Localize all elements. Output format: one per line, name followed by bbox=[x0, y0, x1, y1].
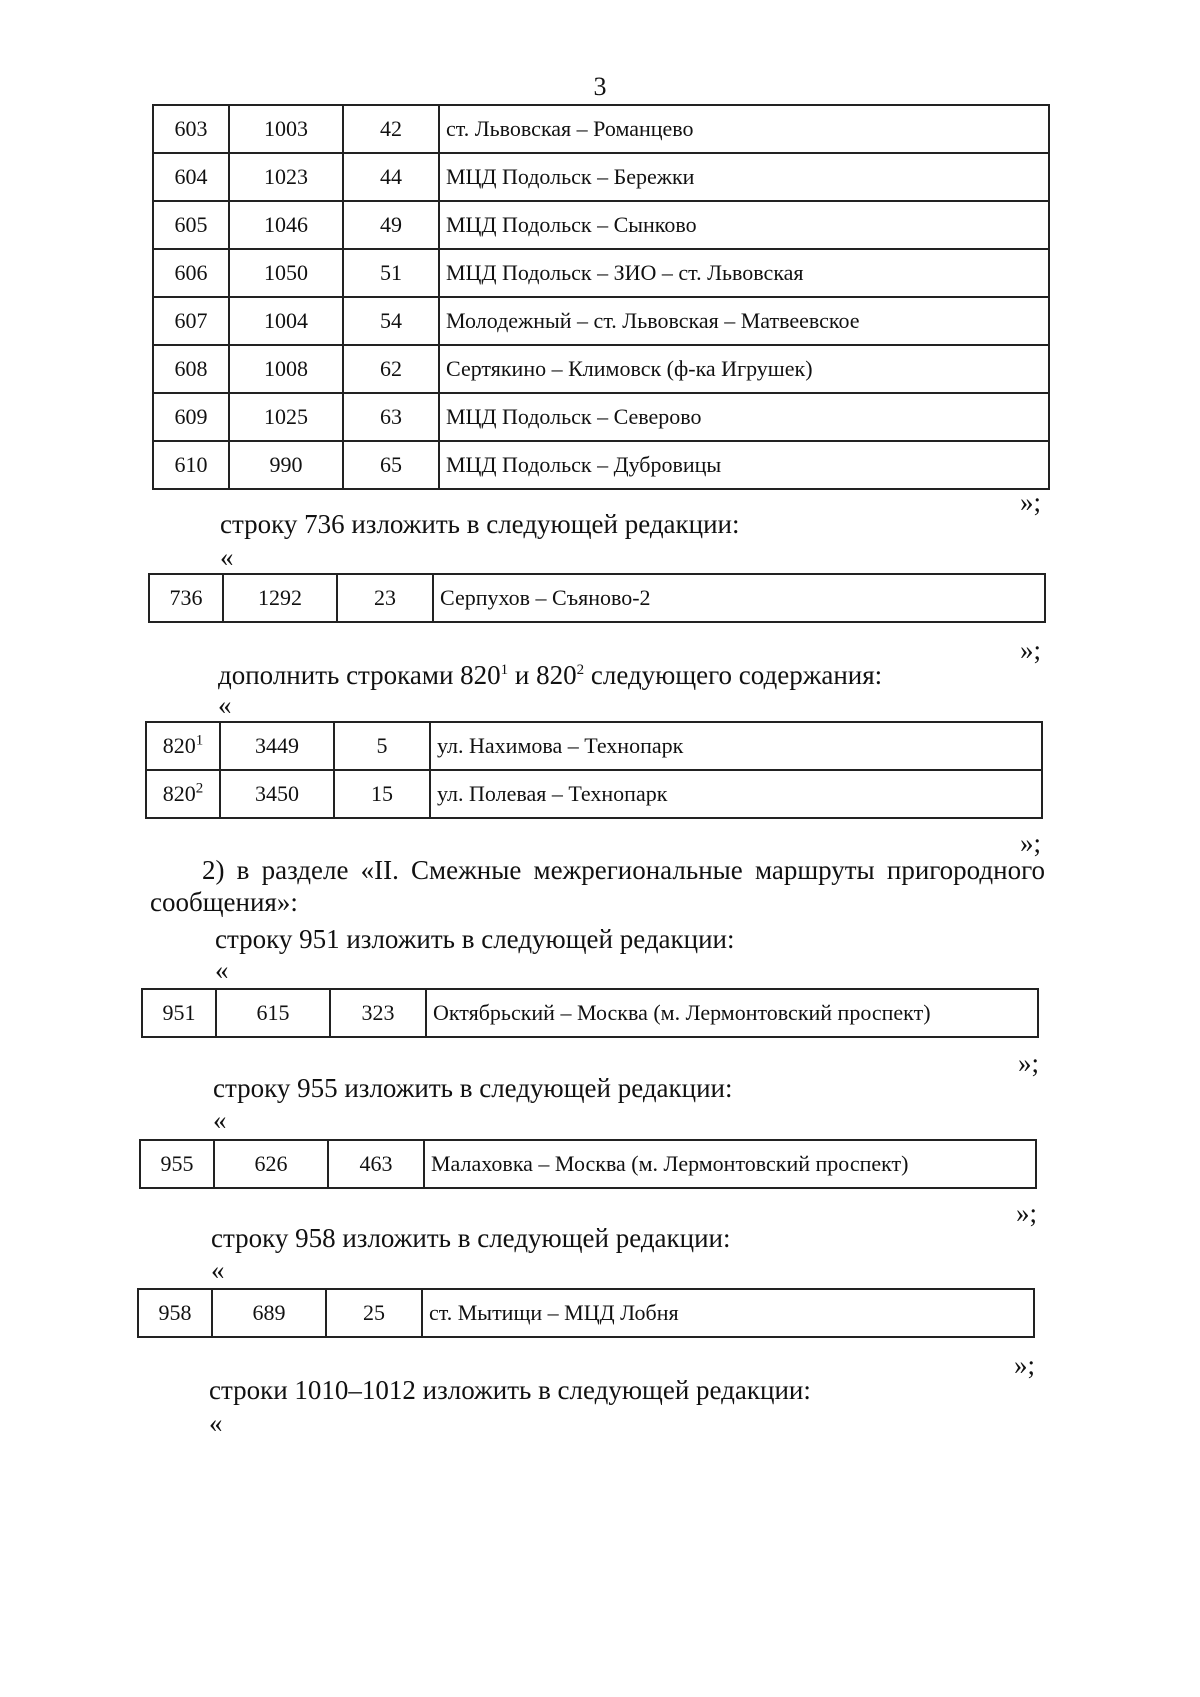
page-number: 3 bbox=[593, 72, 607, 101]
route-reg: 323 bbox=[330, 989, 426, 1037]
route-reg: 25 bbox=[326, 1289, 422, 1337]
route-code: 1023 bbox=[229, 153, 343, 201]
table-row bbox=[153, 249, 1049, 297]
table-rows-820 bbox=[145, 721, 1043, 819]
route-reg: 23 bbox=[337, 574, 433, 622]
table-row bbox=[142, 989, 1038, 1037]
row-number: 958 bbox=[138, 1289, 212, 1337]
closing-quote: »; bbox=[1018, 1048, 1040, 1078]
route-reg: 463 bbox=[328, 1140, 424, 1188]
row-number: 955 bbox=[140, 1140, 214, 1188]
row-number: 606 bbox=[153, 249, 229, 297]
route-reg: 62 bbox=[343, 345, 439, 393]
opening-quote: « bbox=[215, 955, 229, 985]
route-reg: 42 bbox=[343, 105, 439, 153]
route-code: 3450 bbox=[220, 770, 334, 818]
route-name: МЦД Подольск – Северово bbox=[439, 393, 1049, 441]
closing-quote: »; bbox=[1020, 487, 1042, 517]
opening-quote: « bbox=[213, 1105, 227, 1135]
route-code: 615 bbox=[216, 989, 330, 1037]
opening-quote: « bbox=[218, 690, 232, 720]
table-row-955 bbox=[139, 1139, 1037, 1189]
instruction-955: строку 955 изложить в следующей редакции: bbox=[213, 1073, 733, 1103]
closing-quote: »; bbox=[1020, 635, 1042, 665]
route-name: ул. Нахимова – Технопарк bbox=[430, 722, 1042, 770]
opening-quote: « bbox=[209, 1408, 223, 1438]
row-number: 951 bbox=[142, 989, 216, 1037]
route-code: 1003 bbox=[229, 105, 343, 153]
route-reg: 65 bbox=[343, 441, 439, 489]
row-number: 736 bbox=[149, 574, 223, 622]
route-name: Малаховка – Москва (м. Лермонтовский проспект) bbox=[424, 1140, 1036, 1188]
table-row bbox=[140, 1140, 1036, 1188]
instruction-958: строку 958 изложить в следующей редакции: bbox=[211, 1223, 731, 1253]
instruction-820: дополнить строками $820^1$ и $820^2$ следующего содержания: bbox=[218, 660, 883, 690]
route-code: 689 bbox=[212, 1289, 326, 1337]
route-name: Сертякино – Климовск (ф-ка Игрушек) bbox=[439, 345, 1049, 393]
route-code: 1050 bbox=[229, 249, 343, 297]
route-reg: 44 bbox=[343, 153, 439, 201]
route-name: МЦД Подольск – Сынково bbox=[439, 201, 1049, 249]
route-code: 1292 bbox=[223, 574, 337, 622]
row-number: 605 bbox=[153, 201, 229, 249]
table-row bbox=[146, 770, 1042, 818]
instruction-951: строку 951 изложить в следующей редакции: bbox=[215, 924, 735, 954]
route-reg: 49 bbox=[343, 201, 439, 249]
row-number: 603 bbox=[153, 105, 229, 153]
table-row bbox=[153, 393, 1049, 441]
closing-quote: »; bbox=[1016, 1198, 1038, 1228]
route-name: Октябрьский – Москва (м. Лермонтовский проспект) bbox=[426, 989, 1038, 1037]
route-name: Молодежный – ст. Львовская – Матвеевское bbox=[439, 297, 1049, 345]
table-row bbox=[153, 105, 1049, 153]
row-number: 604 bbox=[153, 153, 229, 201]
table-row-951 bbox=[141, 988, 1039, 1038]
route-name: ул. Полевая – Технопарк bbox=[430, 770, 1042, 818]
route-code: 1025 bbox=[229, 393, 343, 441]
routes-table-main bbox=[152, 104, 1050, 490]
route-reg: 5 bbox=[334, 722, 430, 770]
row-number: 610 bbox=[153, 441, 229, 489]
table-row bbox=[153, 345, 1049, 393]
row-number: 608 bbox=[153, 345, 229, 393]
route-code: 3449 bbox=[220, 722, 334, 770]
instruction-1010: строки 1010–1012 изложить в следующей редакции: bbox=[209, 1375, 811, 1405]
route-name: МЦД Подольск – Дубровицы bbox=[439, 441, 1049, 489]
route-reg: 54 bbox=[343, 297, 439, 345]
route-name: МЦД Подольск – ЗИО – ст. Львовская bbox=[439, 249, 1049, 297]
table-row bbox=[153, 441, 1049, 489]
instruction-736: строку 736 изложить в следующей редакции: bbox=[220, 509, 740, 539]
opening-quote: « bbox=[220, 542, 234, 572]
route-reg: 51 bbox=[343, 249, 439, 297]
route-code: 1046 bbox=[229, 201, 343, 249]
table-row bbox=[153, 201, 1049, 249]
route-code: 990 bbox=[229, 441, 343, 489]
route-code: 626 bbox=[214, 1140, 328, 1188]
table-row-958 bbox=[137, 1288, 1035, 1338]
row-number: $820^2$ bbox=[146, 770, 220, 818]
row-number: 607 bbox=[153, 297, 229, 345]
section-2-heading: 2) в разделе «II. Смежные межрегиональные маршруты пригородного сообщения»: bbox=[150, 855, 1045, 917]
route-name: ст. Мытищи – МЦД Лобня bbox=[422, 1289, 1034, 1337]
table-row bbox=[153, 153, 1049, 201]
route-reg: 63 bbox=[343, 393, 439, 441]
table-row-736 bbox=[148, 573, 1046, 623]
closing-quote: »; bbox=[1014, 1350, 1036, 1380]
row-number: $820^1$ bbox=[146, 722, 220, 770]
route-reg: 15 bbox=[334, 770, 430, 818]
row-number: 609 bbox=[153, 393, 229, 441]
table-row bbox=[153, 297, 1049, 345]
route-name: Серпухов – Съяново-2 bbox=[433, 574, 1045, 622]
closing-quote: »; bbox=[1020, 828, 1042, 858]
route-code: 1004 bbox=[229, 297, 343, 345]
table-row bbox=[149, 574, 1045, 622]
table-row bbox=[146, 722, 1042, 770]
route-code: 1008 bbox=[229, 345, 343, 393]
table-row bbox=[138, 1289, 1034, 1337]
route-name: МЦД Подольск – Бережки bbox=[439, 153, 1049, 201]
opening-quote: « bbox=[211, 1255, 225, 1285]
route-name: ст. Львовская – Романцево bbox=[439, 105, 1049, 153]
